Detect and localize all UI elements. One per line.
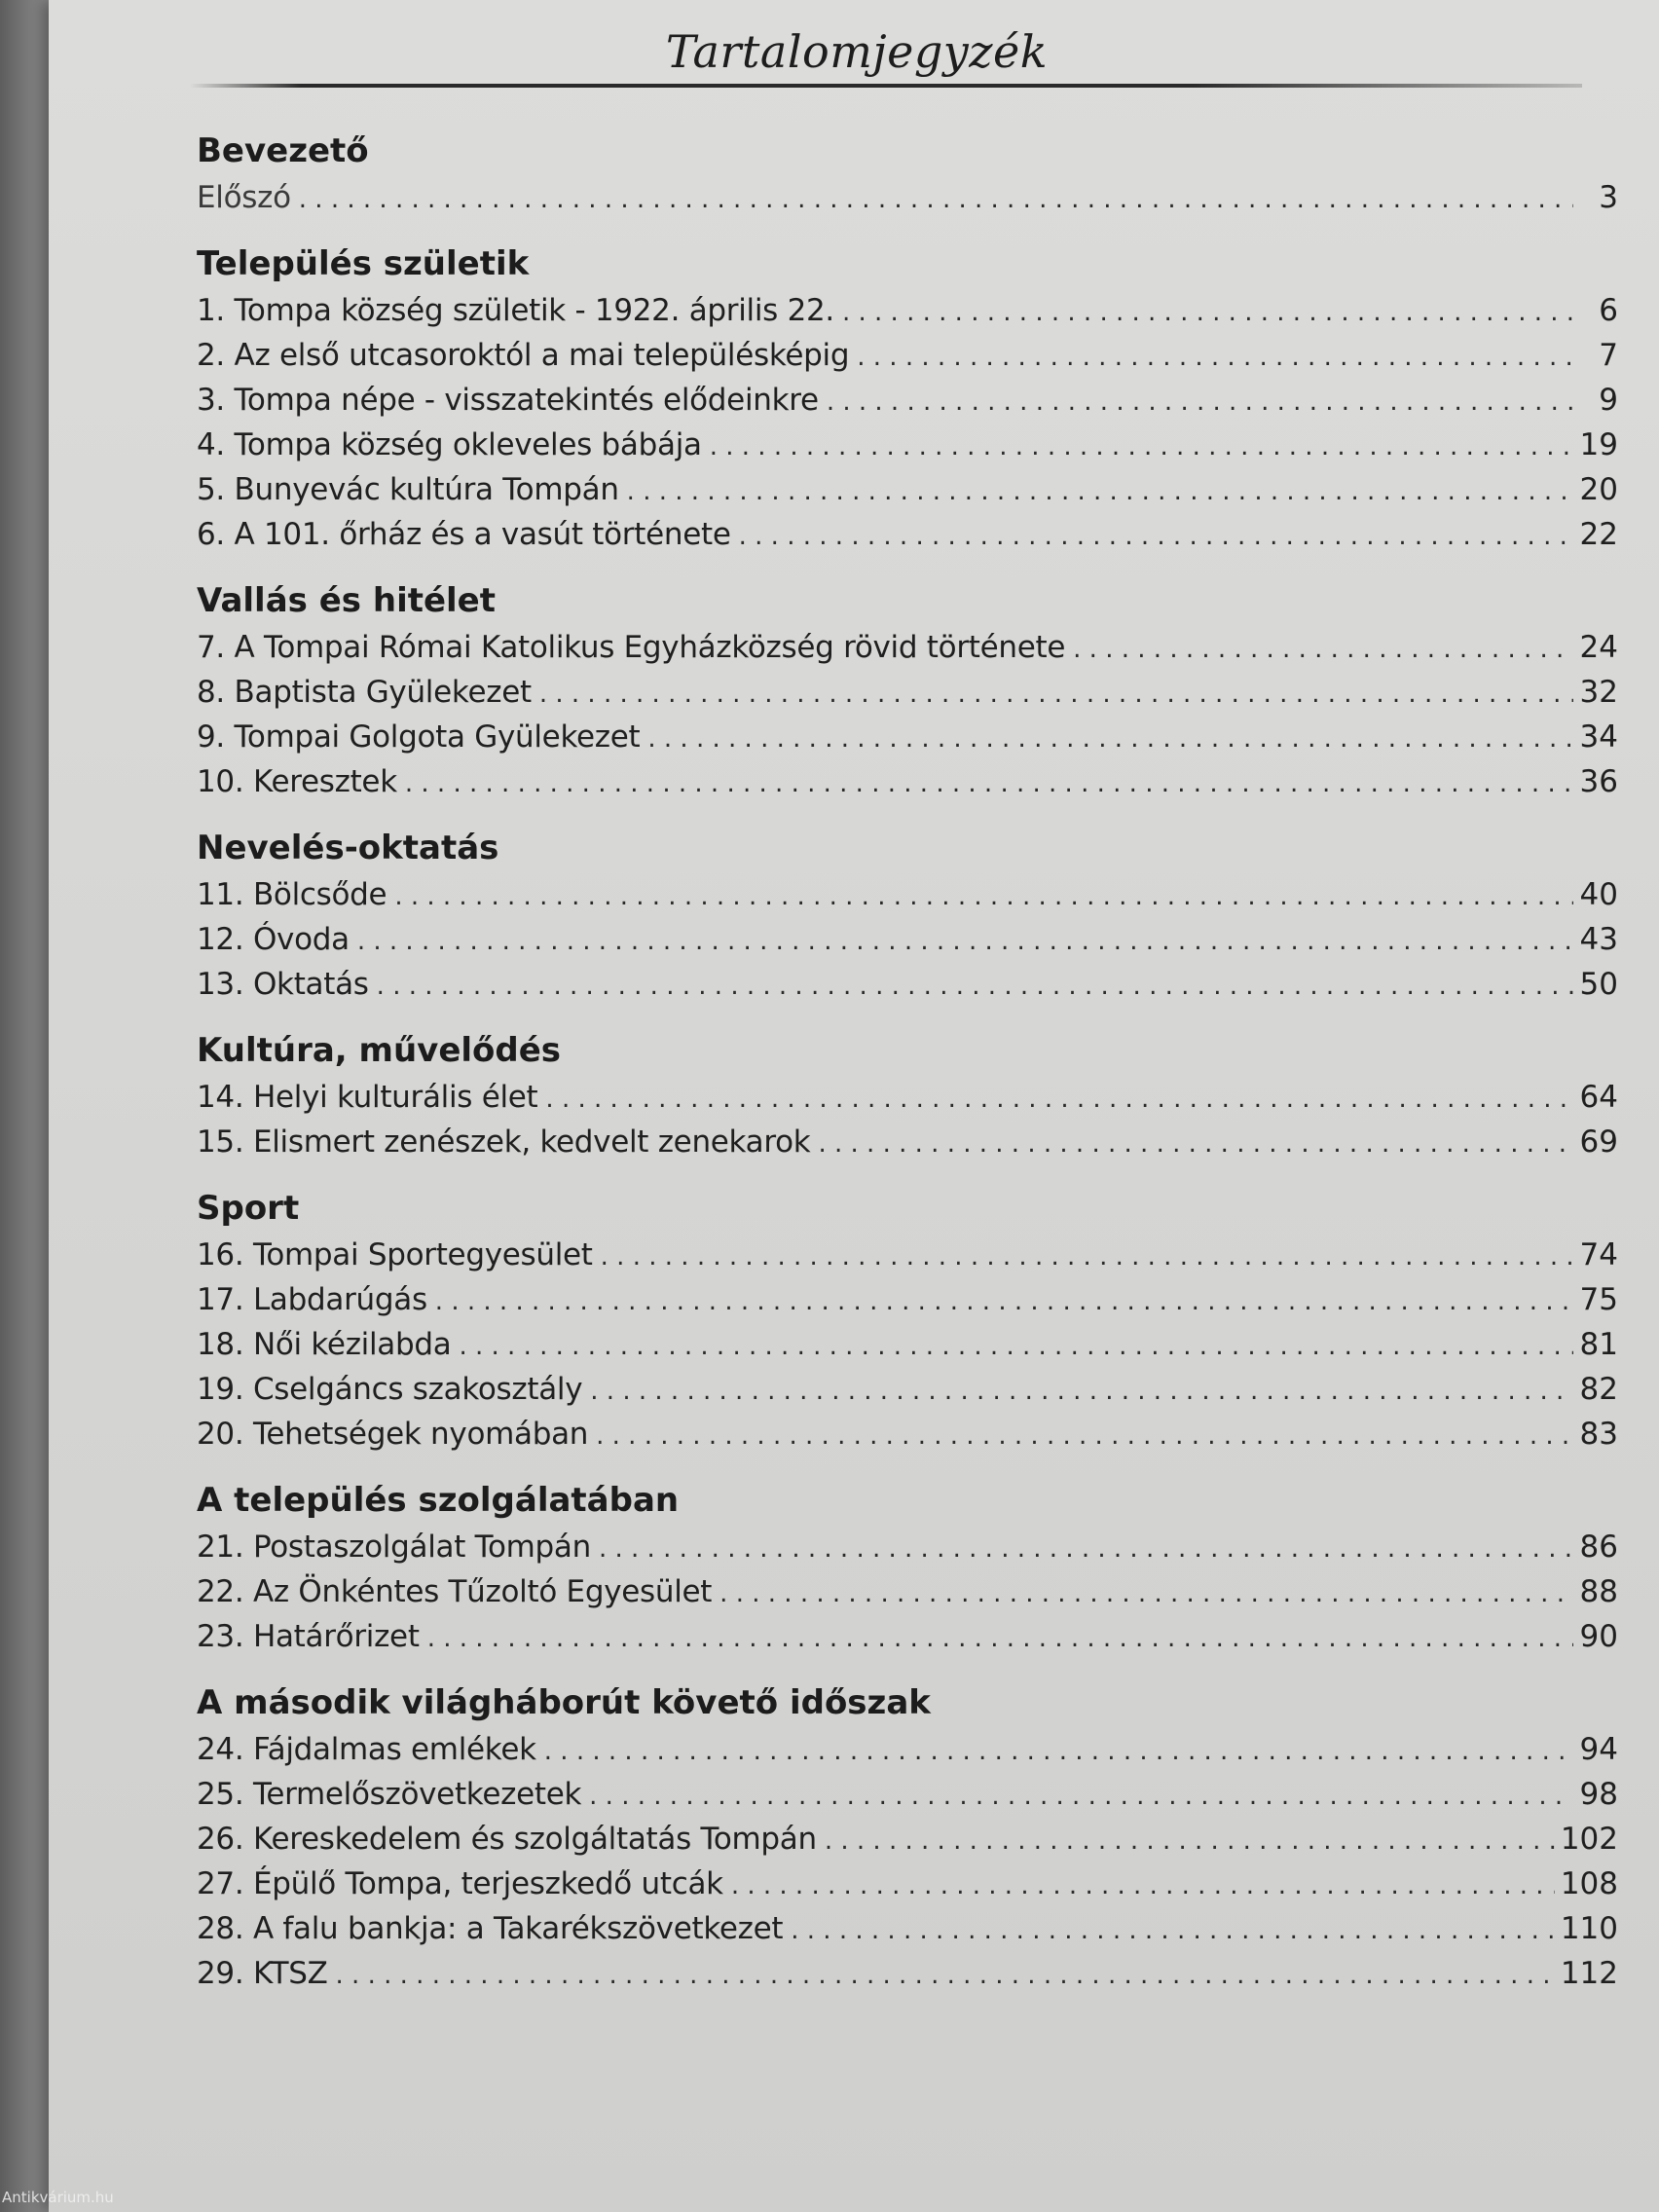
- entry-page-number: 7: [1599, 338, 1618, 373]
- toc-entry: [197, 759, 1618, 804]
- toc-entry: [197, 1727, 1618, 1772]
- toc-entry: [197, 333, 1618, 378]
- toc-section: [197, 1184, 1618, 1456]
- entry-title: 1. Tompa község születik - 1922. április 22.: [197, 293, 834, 328]
- dot-leader: [1073, 627, 1573, 672]
- table-of-contents: [197, 127, 1618, 2015]
- entry-page-number: 83: [1579, 1417, 1618, 1452]
- dot-leader: [599, 1527, 1573, 1571]
- entry-title: 12. Óvoda: [197, 922, 350, 957]
- entry-page-number: 69: [1579, 1124, 1618, 1160]
- entry-page-number: 108: [1560, 1866, 1618, 1901]
- dot-leader: [827, 380, 1573, 424]
- entry-page-number: 64: [1579, 1080, 1618, 1115]
- dot-leader: [719, 1571, 1573, 1616]
- dot-leader: [589, 1774, 1573, 1819]
- entry-title: 17. Labdarúgás: [197, 1282, 427, 1317]
- dot-leader: [459, 1324, 1573, 1369]
- entry-title: 16. Tompai Sportegyesület: [197, 1237, 593, 1272]
- entry-page-number: 86: [1579, 1530, 1618, 1565]
- entry-title: 10. Keresztek: [197, 764, 397, 799]
- toc-entry: [197, 917, 1618, 962]
- entry-title: 14. Helyi kulturális élet: [197, 1080, 538, 1115]
- dot-leader: [596, 1414, 1573, 1458]
- dot-leader: [842, 290, 1573, 335]
- entry-page-number: 98: [1579, 1777, 1618, 1812]
- toc-entry: [197, 1075, 1618, 1120]
- entry-page-number: 22: [1579, 517, 1618, 552]
- page-title: Tartalomjegyzék: [665, 25, 1049, 78]
- section-heading: Település születik: [197, 244, 530, 283]
- entry-page-number: 94: [1579, 1732, 1618, 1767]
- dot-leader: [427, 1616, 1573, 1661]
- toc-entry: [197, 1233, 1618, 1277]
- toc-entry: [197, 1322, 1618, 1367]
- section-heading: A második világháborút követő időszak: [197, 1683, 931, 1722]
- toc-section: [197, 1476, 1618, 1659]
- toc-entry: [197, 1951, 1618, 1996]
- toc-entry: [197, 715, 1618, 759]
- dot-leader: [818, 1122, 1573, 1166]
- entry-title: 25. Termelőszövetkezetek: [197, 1777, 582, 1812]
- section-heading: Kultúra, művelődés: [197, 1031, 562, 1070]
- entry-page-number: 112: [1560, 1956, 1618, 1991]
- entry-page-number: 20: [1579, 472, 1618, 507]
- title-underline: [190, 84, 1582, 88]
- toc-entry: [197, 1817, 1618, 1862]
- toc-entry: [197, 467, 1618, 512]
- entry-page-number: 43: [1579, 922, 1618, 957]
- entry-title: 13. Oktatás: [197, 967, 369, 1002]
- section-heading: A település szolgálatában: [197, 1481, 680, 1520]
- dot-leader: [539, 672, 1573, 717]
- dot-leader: [825, 1819, 1555, 1863]
- entry-page-number: 6: [1599, 293, 1618, 328]
- toc-entry: [197, 1367, 1618, 1412]
- entry-title: 21. Postaszolgálat Tompán: [197, 1530, 591, 1565]
- toc-section: [197, 1026, 1618, 1164]
- toc-entry: [197, 670, 1618, 715]
- section-heading: Vallás és hitélet: [197, 581, 496, 620]
- dot-leader: [647, 717, 1573, 761]
- entry-title: 15. Elismert zenészek, kedvelt zenekarok: [197, 1124, 811, 1160]
- toc-section: [197, 576, 1618, 804]
- dot-leader: [299, 177, 1573, 222]
- toc-section: [197, 127, 1618, 220]
- entry-page-number: 9: [1599, 383, 1618, 418]
- entry-page-number: 36: [1579, 764, 1618, 799]
- toc-entry: [197, 423, 1618, 467]
- dot-leader: [394, 874, 1573, 919]
- watermark: Antikvárium.hu: [2, 2189, 114, 2206]
- entry-title: 27. Épülő Tompa, terjeszkedő utcák: [197, 1866, 723, 1901]
- toc-entry: [197, 512, 1618, 557]
- toc-entry: [197, 1772, 1618, 1817]
- dot-leader: [791, 1908, 1555, 1953]
- entry-page-number: 75: [1579, 1282, 1618, 1317]
- toc-section: [197, 1678, 1618, 1996]
- toc-entry: [197, 1412, 1618, 1456]
- dot-leader: [601, 1235, 1573, 1279]
- entry-page-number: 50: [1579, 967, 1618, 1002]
- entry-page-number: 82: [1579, 1372, 1618, 1407]
- entry-title: 2. Az első utcasoroktól a mai településképig: [197, 338, 850, 373]
- entry-title: 4. Tompa község okleveles bábája: [197, 427, 702, 462]
- entry-title: 26. Kereskedelem és szolgáltatás Tompán: [197, 1822, 817, 1857]
- toc-entry: [197, 1120, 1618, 1164]
- dot-leader: [336, 1953, 1555, 1998]
- entry-page-number: 88: [1579, 1574, 1618, 1609]
- toc-entry: [197, 1277, 1618, 1322]
- entry-page-number: 74: [1579, 1237, 1618, 1272]
- toc-entry: [197, 1569, 1618, 1614]
- dot-leader: [857, 335, 1573, 380]
- entry-title: 29. KTSZ: [197, 1956, 328, 1991]
- entry-page-number: 34: [1579, 719, 1618, 755]
- entry-page-number: 102: [1560, 1822, 1618, 1857]
- toc-entry: [197, 625, 1618, 670]
- entry-page-number: 81: [1579, 1327, 1618, 1362]
- entry-title: 20. Tehetségek nyomában: [197, 1417, 589, 1452]
- toc-section: [197, 824, 1618, 1007]
- toc-section: [197, 240, 1618, 557]
- dot-leader: [545, 1077, 1573, 1122]
- dot-leader: [405, 761, 1573, 806]
- entry-page-number: 110: [1560, 1911, 1618, 1946]
- entry-title: 28. A falu bankja: a Takarékszövetkezet: [197, 1911, 784, 1946]
- entry-title: 11. Bölcsőde: [197, 877, 387, 912]
- entry-page-number: 3: [1599, 180, 1618, 215]
- entry-title: 23. Határőrizet: [197, 1619, 420, 1654]
- toc-entry: [197, 1614, 1618, 1659]
- entry-title: Előszó: [197, 180, 291, 215]
- entry-page-number: 19: [1579, 427, 1618, 462]
- toc-entry: [197, 1906, 1618, 1951]
- entry-title: 8. Baptista Gyülekezet: [197, 675, 532, 710]
- entry-title: 3. Tompa népe - visszatekintés elődeinkre: [197, 383, 819, 418]
- section-heading: Sport: [197, 1189, 300, 1228]
- entry-title: 18. Női kézilabda: [197, 1327, 452, 1362]
- entry-title: 5. Bunyevác kultúra Tompán: [197, 472, 619, 507]
- toc-entry: [197, 175, 1618, 220]
- dot-leader: [590, 1369, 1573, 1414]
- dot-leader: [710, 424, 1573, 469]
- section-heading: Nevelés-oktatás: [197, 829, 499, 867]
- dot-leader: [627, 469, 1573, 514]
- toc-entry: [197, 962, 1618, 1007]
- entry-page-number: 90: [1579, 1619, 1618, 1654]
- dot-leader: [544, 1729, 1573, 1774]
- toc-entry: [197, 288, 1618, 333]
- entry-title: 9. Tompai Golgota Gyülekezet: [197, 719, 641, 755]
- toc-entry: [197, 1525, 1618, 1569]
- dot-leader: [377, 964, 1573, 1009]
- toc-entry: [197, 378, 1618, 423]
- entry-page-number: 32: [1579, 675, 1618, 710]
- entry-title: 24. Fájdalmas emlékek: [197, 1732, 536, 1767]
- entry-title: 7. A Tompai Római Katolikus Egyházközség rövid története: [197, 630, 1066, 665]
- entry-title: 22. Az Önkéntes Tűzoltó Egyesület: [197, 1574, 713, 1609]
- toc-entry: [197, 872, 1618, 917]
- dot-leader: [739, 514, 1573, 559]
- dot-leader: [357, 919, 1573, 964]
- entry-title: 19. Cselgáncs szakosztály: [197, 1372, 583, 1407]
- section-heading: Bevezető: [197, 131, 369, 170]
- entry-page-number: 24: [1579, 630, 1618, 665]
- dot-leader: [435, 1279, 1573, 1324]
- toc-entry: [197, 1862, 1618, 1906]
- entry-page-number: 40: [1579, 877, 1618, 912]
- dot-leader: [731, 1863, 1555, 1908]
- entry-title: 6. A 101. őrház és a vasút története: [197, 517, 731, 552]
